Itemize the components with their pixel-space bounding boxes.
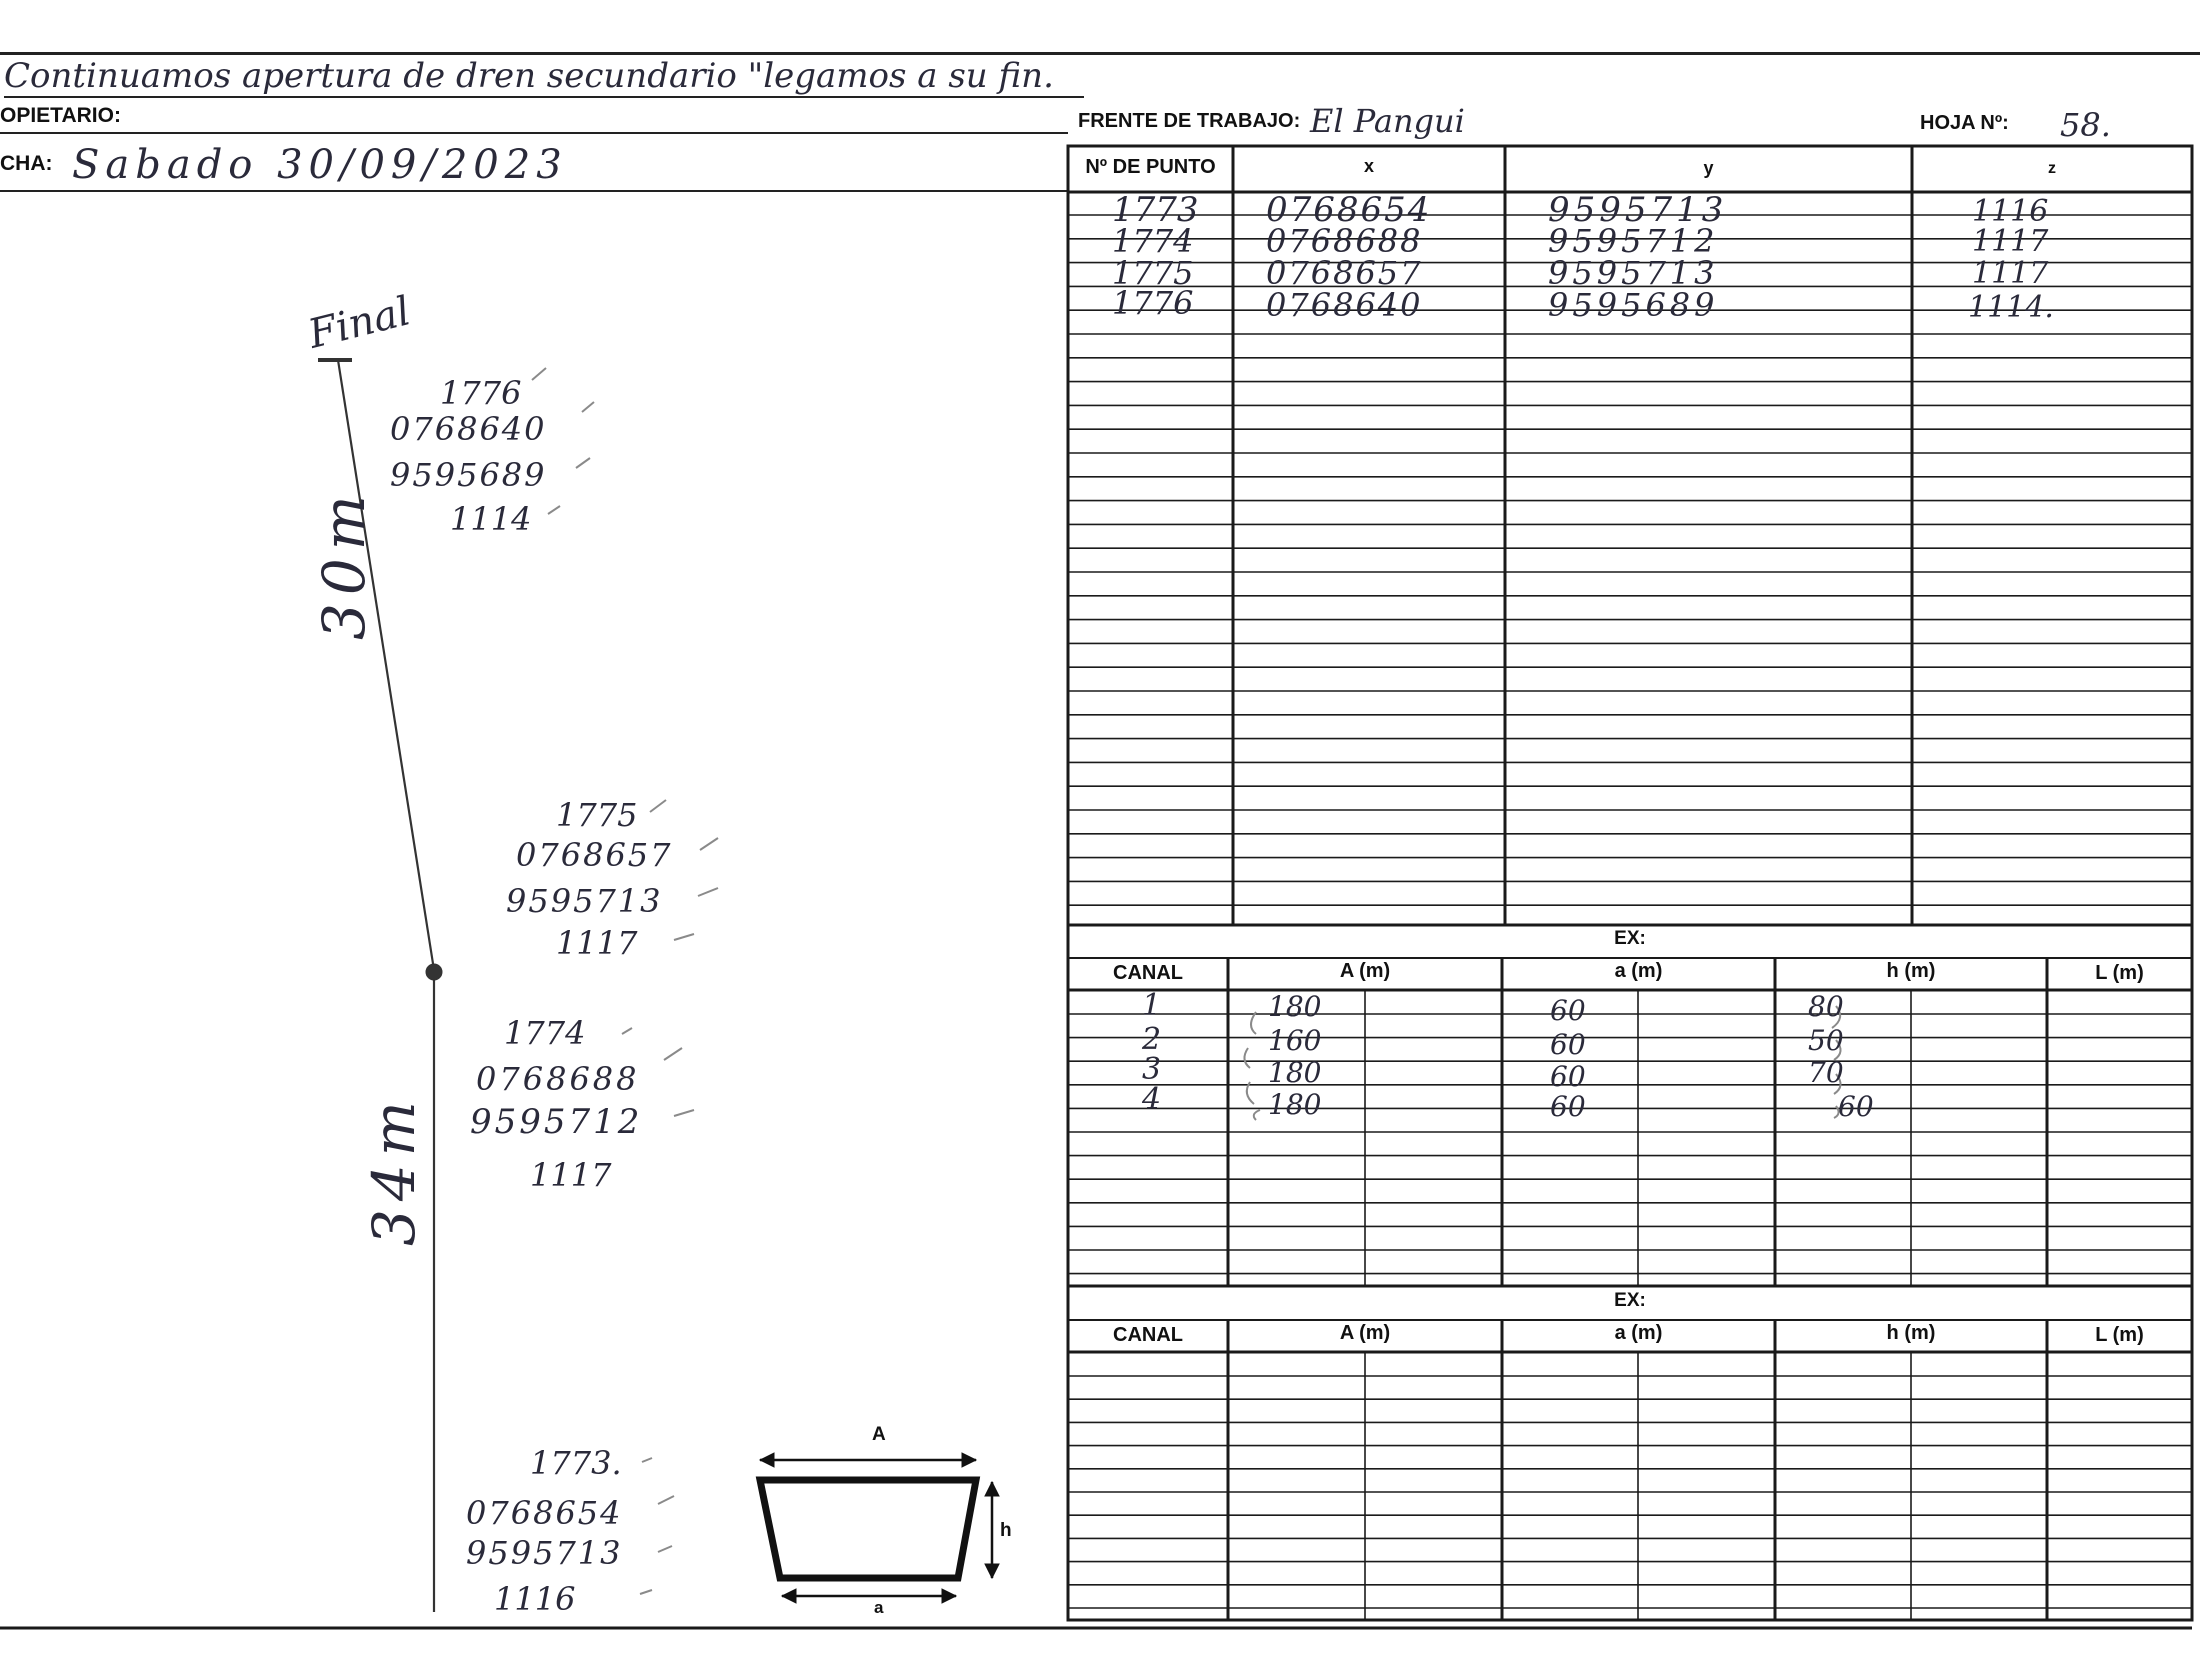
y-cell: 9595713 — [1548, 254, 1719, 292]
col-header-y: y — [1703, 158, 1714, 178]
propietario-label: OPIETARIO: — [0, 104, 121, 127]
A-cell: 180 — [1268, 1056, 1322, 1089]
z-cell: 1114. — [1968, 290, 2054, 325]
point-z: 1117 — [556, 924, 638, 962]
z-cell: 1117 — [1972, 256, 2049, 291]
a-cell: 60 — [1550, 1090, 1586, 1123]
x-cell: 0768657 — [1266, 254, 1423, 292]
canal-cell: 3 — [1142, 1052, 1162, 1087]
point-y: 9595713 — [466, 1534, 623, 1572]
point-x: 0768654 — [466, 1494, 623, 1532]
header-note: Continuamos apertura de dren secundario "legamos a su fin. — [4, 56, 1054, 96]
ex1-header-A: A (m) — [1339, 960, 1391, 982]
A-cell: 180 — [1268, 990, 1322, 1023]
A-cell: 160 — [1268, 1024, 1322, 1057]
fecha-value: Sabado 30/09/2023 — [72, 142, 568, 188]
ex2-header-h: h (m) — [1886, 1322, 1936, 1344]
point-z: 1116 — [494, 1580, 576, 1618]
hoja-label: HOJA Nº: — [1920, 112, 2009, 134]
final-label: Final — [303, 288, 415, 358]
ex2-header-A: A (m) — [1339, 1322, 1391, 1344]
a-cell: 60 — [1550, 1060, 1586, 1093]
point-x: 0768657 — [516, 836, 673, 874]
ex1-header-canal: CANAL — [1113, 962, 1183, 984]
segment-top-length: 30m — [310, 487, 378, 640]
canal-cell: 1 — [1142, 988, 1162, 1023]
h-cell: 80 — [1808, 990, 1844, 1023]
ex2-title: EX: — [1614, 1290, 1646, 1311]
ex1-header-a: a (m) — [1614, 960, 1663, 982]
A-cell: 180 — [1268, 1088, 1322, 1121]
x-cell: 0768654 — [1266, 190, 1432, 230]
z-cell: 1117 — [1972, 224, 2049, 259]
punto-cell: 1774 — [1112, 222, 1194, 260]
point-id: 1773. — [530, 1444, 622, 1482]
point-id: 1774 — [504, 1014, 586, 1052]
frente-value: El Pangui — [1310, 102, 1465, 140]
x-cell: 0768640 — [1266, 286, 1423, 324]
point-id: 1776 — [440, 374, 522, 412]
a-cell: 60 — [1550, 1028, 1586, 1061]
frente-label: FRENTE DE TRABAJO: — [1078, 110, 1301, 132]
y-cell: 9595713 — [1548, 190, 1728, 230]
ex2-header-canal: CANAL — [1113, 1324, 1183, 1346]
point-x: 0768640 — [390, 410, 547, 448]
ex1-header-h: h (m) — [1886, 960, 1936, 982]
col-header-x: x — [1363, 156, 1374, 176]
h-cell: 70 — [1808, 1056, 1844, 1089]
y-cell: 9595712 — [1548, 222, 1719, 260]
ex2-header-a: a (m) — [1614, 1322, 1663, 1344]
diagram-label-h: h — [1000, 1520, 1012, 1541]
x-cell: 0768688 — [1266, 222, 1423, 260]
hoja-value: 58. — [2060, 106, 2111, 144]
ex1-header-L: L (m) — [2095, 962, 2144, 984]
point-y: 9595689 — [390, 456, 547, 494]
ex2-header-L: L (m) — [2095, 1324, 2144, 1346]
punto-cell: 1776 — [1112, 284, 1194, 322]
point-z: 1117 — [530, 1156, 612, 1194]
point-x: 0768688 — [476, 1060, 640, 1098]
canal-cell: 4 — [1142, 1082, 1162, 1117]
point-y: 9595712 — [470, 1102, 643, 1142]
fecha-label: CHA: — [0, 152, 53, 175]
y-cell: 9595689 — [1548, 286, 1719, 324]
punto-cell: 1775 — [1112, 254, 1194, 292]
h-cell: 60 — [1838, 1090, 1874, 1123]
z-cell: 1116 — [1972, 194, 2049, 229]
diagram-label-A: A — [872, 1424, 886, 1445]
canal-section-diagram — [760, 1453, 999, 1603]
canal-cell: 2 — [1142, 1022, 1162, 1057]
point-id: 1775 — [556, 796, 638, 834]
point-y: 9595713 — [506, 882, 663, 920]
ex1-title: EX: — [1614, 928, 1646, 949]
col-header-punto: Nº DE PUNTO — [1085, 156, 1216, 178]
h-cell: 50 — [1808, 1024, 1844, 1057]
punto-cell: 1773 — [1112, 190, 1199, 230]
col-header-z: z — [2048, 160, 2056, 177]
diagram-label-a: a — [874, 1598, 884, 1617]
a-cell: 60 — [1550, 994, 1586, 1027]
segment-bottom-length: 34m — [360, 1093, 428, 1246]
point-z: 1114 — [450, 500, 532, 538]
